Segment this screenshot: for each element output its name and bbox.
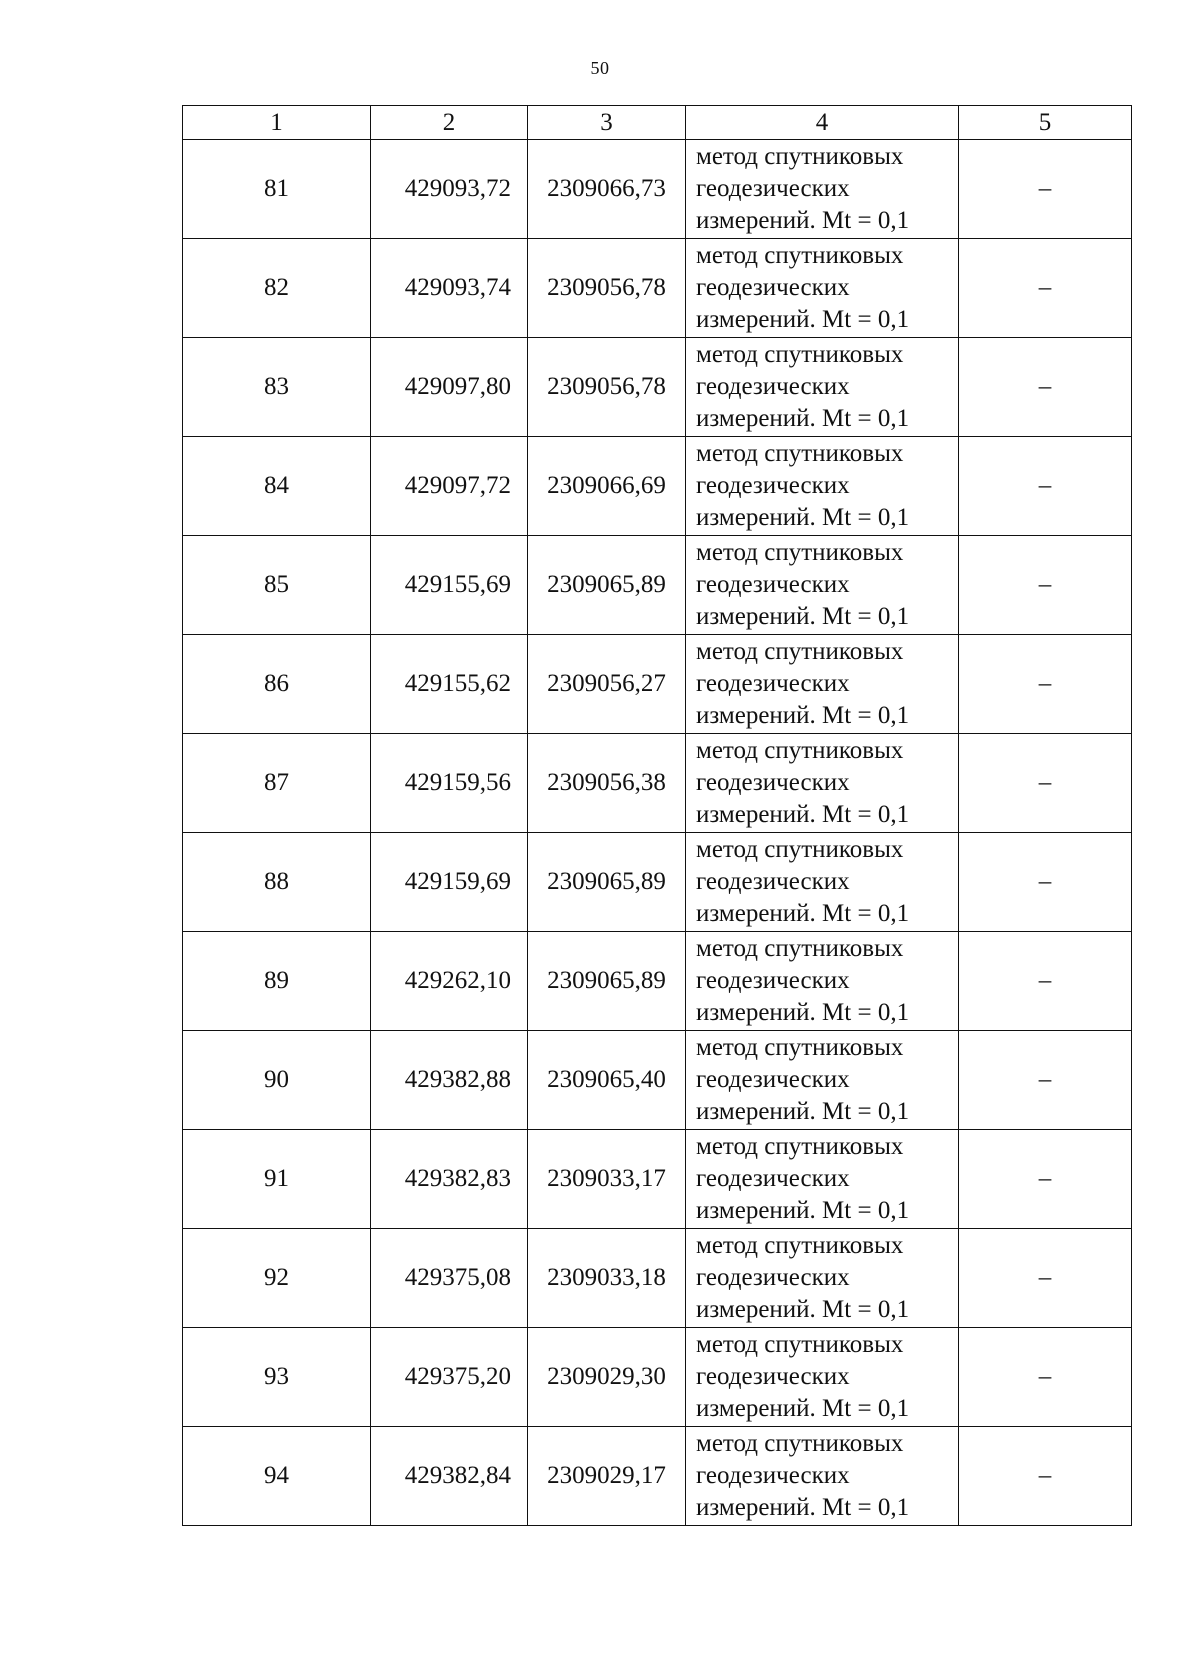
method-line: метод спутниковых: [696, 1331, 904, 1358]
method-line: метод спутниковых: [696, 737, 904, 764]
point-number-cell: 81: [183, 140, 371, 239]
method-cell: [686, 437, 959, 536]
method-line: геодезических: [696, 1264, 850, 1291]
method-line: геодезических: [696, 274, 850, 301]
method-line: метод спутниковых: [696, 440, 904, 467]
note-cell: –: [959, 140, 1132, 239]
note-cell: –: [959, 1031, 1132, 1130]
method-cell: [686, 635, 959, 734]
x-coordinate-cell: 429382,84: [371, 1427, 528, 1526]
method-line: измерений. Mt = 0,1: [696, 1098, 910, 1125]
point-number-cell: 92: [183, 1229, 371, 1328]
method-line: метод спутниковых: [696, 1133, 904, 1160]
method-line: измерений. Mt = 0,1: [696, 900, 910, 927]
table-row: [183, 635, 1132, 734]
column-header-2: 2: [371, 106, 528, 140]
method-line: измерений. Mt = 0,1: [696, 801, 910, 828]
point-number-cell: 85: [183, 536, 371, 635]
note-cell: –: [959, 1229, 1132, 1328]
note-cell: –: [959, 239, 1132, 338]
y-coordinate-cell: 2309029,17: [528, 1427, 686, 1526]
y-coordinate-cell: 2309029,30: [528, 1328, 686, 1427]
table-row: [183, 1130, 1132, 1229]
column-header-5: 5: [959, 106, 1132, 140]
y-coordinate-cell: 2309066,69: [528, 437, 686, 536]
method-line: измерений. Mt = 0,1: [696, 1494, 910, 1521]
header-row: [183, 106, 1132, 140]
note-cell: –: [959, 932, 1132, 1031]
point-number-cell: 84: [183, 437, 371, 536]
method-line: измерений. Mt = 0,1: [696, 1395, 910, 1422]
method-cell: [686, 1229, 959, 1328]
table-row: [183, 1031, 1132, 1130]
note-cell: –: [959, 437, 1132, 536]
method-cell: [686, 932, 959, 1031]
y-coordinate-cell: 2309056,27: [528, 635, 686, 734]
method-line: метод спутниковых: [696, 539, 904, 566]
note-cell: –: [959, 833, 1132, 932]
method-cell: [686, 1427, 959, 1526]
method-line: измерений. Mt = 0,1: [696, 306, 910, 333]
point-number-cell: 83: [183, 338, 371, 437]
table-header: [183, 106, 1132, 140]
method-line: измерений. Mt = 0,1: [696, 207, 910, 234]
note-cell: –: [959, 734, 1132, 833]
method-line: метод спутниковых: [696, 1430, 904, 1457]
method-line: измерений. Mt = 0,1: [696, 1197, 910, 1224]
method-line: метод спутниковых: [696, 836, 904, 863]
table-row: [183, 1427, 1132, 1526]
method-line: измерений. Mt = 0,1: [696, 999, 910, 1026]
x-coordinate-cell: 429382,88: [371, 1031, 528, 1130]
x-coordinate-cell: 429097,80: [371, 338, 528, 437]
table-row: [183, 239, 1132, 338]
point-number-cell: 93: [183, 1328, 371, 1427]
x-coordinate-cell: 429159,69: [371, 833, 528, 932]
method-cell: [686, 239, 959, 338]
y-coordinate-cell: 2309056,78: [528, 239, 686, 338]
method-line: геодезических: [696, 967, 850, 994]
method-line: метод спутниковых: [696, 935, 904, 962]
method-line: метод спутниковых: [696, 143, 904, 170]
method-line: геодезических: [696, 1462, 850, 1489]
note-cell: –: [959, 1130, 1132, 1229]
y-coordinate-cell: 2309056,38: [528, 734, 686, 833]
table-row: [183, 833, 1132, 932]
note-cell: –: [959, 338, 1132, 437]
method-cell: [686, 1328, 959, 1427]
method-cell: [686, 140, 959, 239]
table-row: [183, 536, 1132, 635]
y-coordinate-cell: 2309066,73: [528, 140, 686, 239]
x-coordinate-cell: 429375,20: [371, 1328, 528, 1427]
point-number-cell: 90: [183, 1031, 371, 1130]
x-coordinate-cell: 429382,83: [371, 1130, 528, 1229]
method-line: геодезических: [696, 769, 850, 796]
y-coordinate-cell: 2309065,89: [528, 932, 686, 1031]
x-coordinate-cell: 429155,62: [371, 635, 528, 734]
note-cell: –: [959, 1427, 1132, 1526]
method-cell: [686, 734, 959, 833]
note-cell: –: [959, 536, 1132, 635]
method-line: геодезических: [696, 175, 850, 202]
method-line: измерений. Mt = 0,1: [696, 702, 910, 729]
coordinates-table: [182, 105, 1132, 1526]
point-number-cell: 87: [183, 734, 371, 833]
page-number: 50: [590, 58, 610, 78]
method-line: геодезических: [696, 868, 850, 895]
method-cell: [686, 1130, 959, 1229]
method-line: геодезических: [696, 571, 850, 598]
table-row: [183, 1229, 1132, 1328]
table-row: [183, 437, 1132, 536]
method-line: геодезических: [696, 472, 850, 499]
method-cell: [686, 833, 959, 932]
table-body: [183, 140, 1132, 1526]
method-cell: [686, 1031, 959, 1130]
y-coordinate-cell: 2309065,40: [528, 1031, 686, 1130]
note-cell: –: [959, 635, 1132, 734]
method-line: измерений. Mt = 0,1: [696, 504, 910, 531]
method-line: метод спутниковых: [696, 1232, 904, 1259]
y-coordinate-cell: 2309065,89: [528, 536, 686, 635]
point-number-cell: 82: [183, 239, 371, 338]
method-line: метод спутниковых: [696, 242, 904, 269]
method-line: измерений. Mt = 0,1: [696, 405, 910, 432]
x-coordinate-cell: 429093,74: [371, 239, 528, 338]
table-row: [183, 140, 1132, 239]
table-row: [183, 338, 1132, 437]
method-line: метод спутниковых: [696, 638, 904, 665]
point-number-cell: 86: [183, 635, 371, 734]
y-coordinate-cell: 2309056,78: [528, 338, 686, 437]
method-line: геодезических: [696, 670, 850, 697]
method-line: измерений. Mt = 0,1: [696, 603, 910, 630]
x-coordinate-cell: 429097,72: [371, 437, 528, 536]
method-line: метод спутниковых: [696, 341, 904, 368]
column-header-4: 4: [686, 106, 959, 140]
method-line: геодезических: [696, 373, 850, 400]
note-cell: –: [959, 1328, 1132, 1427]
point-number-cell: 91: [183, 1130, 371, 1229]
x-coordinate-cell: 429262,10: [371, 932, 528, 1031]
method-line: геодезических: [696, 1165, 850, 1192]
column-header-3: 3: [528, 106, 686, 140]
method-cell: [686, 536, 959, 635]
table-row: [183, 932, 1132, 1031]
y-coordinate-cell: 2309065,89: [528, 833, 686, 932]
point-number-cell: 89: [183, 932, 371, 1031]
method-line: геодезических: [696, 1363, 850, 1390]
method-line: метод спутниковых: [696, 1034, 904, 1061]
x-coordinate-cell: 429375,08: [371, 1229, 528, 1328]
point-number-cell: 94: [183, 1427, 371, 1526]
x-coordinate-cell: 429093,72: [371, 140, 528, 239]
column-header-1: 1: [183, 106, 371, 140]
x-coordinate-cell: 429155,69: [371, 536, 528, 635]
table-row: [183, 734, 1132, 833]
point-number-cell: 88: [183, 833, 371, 932]
y-coordinate-cell: 2309033,18: [528, 1229, 686, 1328]
method-line: измерений. Mt = 0,1: [696, 1296, 910, 1323]
table-row: [183, 1328, 1132, 1427]
method-line: геодезических: [696, 1066, 850, 1093]
y-coordinate-cell: 2309033,17: [528, 1130, 686, 1229]
x-coordinate-cell: 429159,56: [371, 734, 528, 833]
method-cell: [686, 338, 959, 437]
